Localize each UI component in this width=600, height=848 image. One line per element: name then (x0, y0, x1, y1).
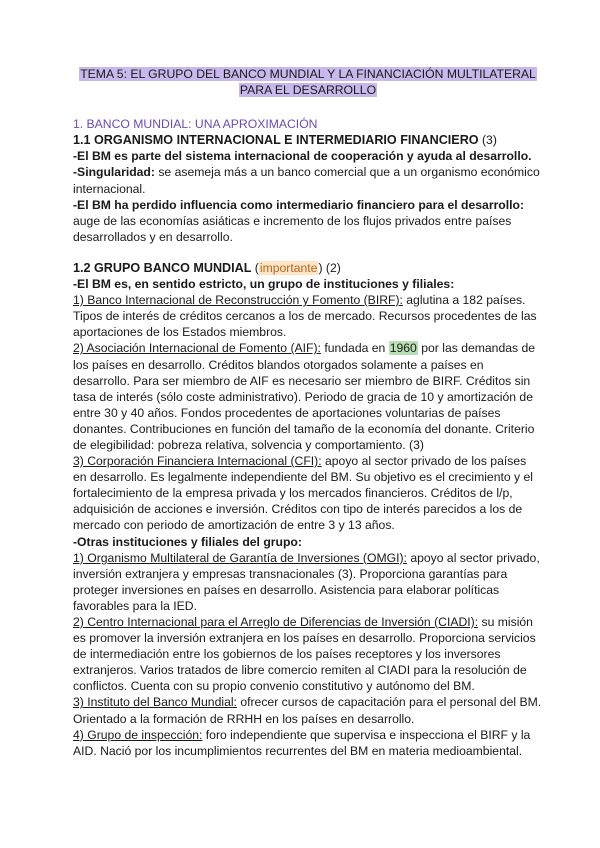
bullet-singularity-text: se asemeja más a un banco comercial que a un organismo económico internacional. (73, 165, 540, 196)
item-aif (73, 340, 543, 453)
item-omgi (73, 550, 543, 614)
item-ciadi-text: su misión es promover la inversión extranjera en los países en desarrollo. Proporciona servicios de intermediación entre los gobiernos de los países receptores y los inversores extranjeros. Varios tratados de libre comercio remiten al CIADI para la resolución de conflictos. Cuenta con su propio convenio constitutivo y autónomo del BM. (73, 615, 536, 694)
item-aif-label: 2) Asociación Internacional de Fomento (AIF): (73, 341, 321, 356)
item-institute-text: ofrecer cursos de capacitación para el personal del BM. Orientado a la formación de RRHH en los países en desarrollo. (73, 695, 542, 726)
subsection-1-2-count: (2) (322, 260, 341, 275)
title-line-2: PARA EL DESARROLLO (239, 83, 377, 98)
subsection-1-2-heading: 1.2 GRUPO BANCO MUNDIAL (importante) (2) (73, 260, 341, 275)
bullet-influence-label: -El BM ha perdido influencia como intermediario financiero para el desarrollo: (73, 197, 525, 212)
item-birf-label: 1) Banco Internacional de Reconstrucción y Fomento (BIRF): (73, 293, 403, 308)
bullet-cooperation: -El BM es parte del sistema internacional de cooperación y ayuda al desarrollo. (73, 149, 532, 164)
bullet-singularity (73, 164, 543, 196)
item-omgi-text: apoyo al sector privado, inversión extranjera y empresas transnacionales (3). Proporciona garantías para proteger inversiones en países en desarrollo. Asistencia para elaborar políticas favorables para la IED. (73, 550, 540, 613)
subsection-1-1-count: (3) (478, 133, 497, 148)
document-title (73, 66, 543, 98)
item-inspection-label: 4) Grupo de inspección: (73, 727, 203, 742)
item-cfi (73, 453, 543, 533)
item-birf (73, 292, 543, 340)
bullet-singularity-label: -Singularidad: (73, 165, 155, 180)
item-cfi-label: 3) Corporación Financiera Internacional (CFI): (73, 454, 322, 469)
item-institute-label: 3) Instituto del Banco Mundial: (73, 695, 237, 710)
section-spacer (73, 245, 543, 260)
subsection-1-2-title: 1.2 GRUPO BANCO MUNDIAL (73, 260, 252, 275)
important-tag: importante (259, 260, 318, 275)
item-institute (73, 694, 543, 726)
document-page (73, 66, 543, 759)
item-inspection-text: foro independiente que supervisa e inspecciona el BIRF y la AID. Nació por los incumplimientos recurrentes del BM en materia medioambiental. (73, 727, 531, 758)
item-omgi-label: 1) Organismo Multilateral de Garantía de Inversiones (OMGI): (73, 550, 407, 565)
item-aif-pre: fundada en (320, 341, 389, 356)
item-cfi-text: apoyo al sector privado de los países en desarrollo. Es legalmente independiente del BM. Su objetivo es el crecimiento y el fortalecimiento de la empresa privada y los mercados financieros. Créditos de l/p, adquisición de acciones e inversión. Créditos con tipo de interés parecidos a los de mercado con periodo de amortización de entre 3 y 13 años. (73, 454, 534, 533)
year-highlight: 1960 (389, 341, 417, 356)
bullet-influence-text: auge de las economías asiáticas e incremento de los flujos privados entre países desarrollados y en desarrollo. (73, 213, 512, 244)
section-1-heading: 1. BANCO MUNDIAL: UNA APROXIMACIÓN (73, 117, 318, 132)
item-inspection (73, 727, 543, 759)
subsection-1-1-title: 1.1 ORGANISMO INTERNACIONAL E INTERMEDIARIO FINANCIERO (73, 133, 479, 148)
item-aif-text: por las demandas de los países en desarrollo. Créditos blandos otorgados solamente a países en desarrollo. Para ser miembro de AIF es necesario ser miembro de BIRF. Créditos sin tasa de interés (sólo coste administrativo). Periodo de gracia de 10 y amortización de entre 30 y 40 años. Fondos procedentes de aportaciones voluntarias de países donantes. Contribuciones en función del tamaño de la economía del donante. Criterio de elegibilidad: pobreza relativa, solvencia y comportamiento. (3) (73, 341, 536, 452)
item-ciadi-label: 2) Centro Internacional para el Arreglo de Diferencias de Inversión (CIADI): (73, 615, 479, 629)
item-ciadi (73, 614, 543, 694)
other-institutions-heading: -Otras instituciones y filiales del grupo: (73, 534, 302, 549)
bullet-influence (73, 197, 543, 245)
group-intro: -El BM es, en sentido estricto, un grupo de instituciones y filiales: (73, 277, 455, 292)
item-birf-text: aglutina a 182 países. Tipos de interés de créditos cercanos a los de mercado. Recursos procedentes de las aportaciones de los Estados miembros. (73, 293, 537, 340)
title-line-1: TEMA 5: EL GRUPO DEL BANCO MUNDIAL Y LA FINANCIACIÓN MULTILATERAL (80, 67, 536, 81)
subsection-1-1-heading (73, 132, 543, 148)
